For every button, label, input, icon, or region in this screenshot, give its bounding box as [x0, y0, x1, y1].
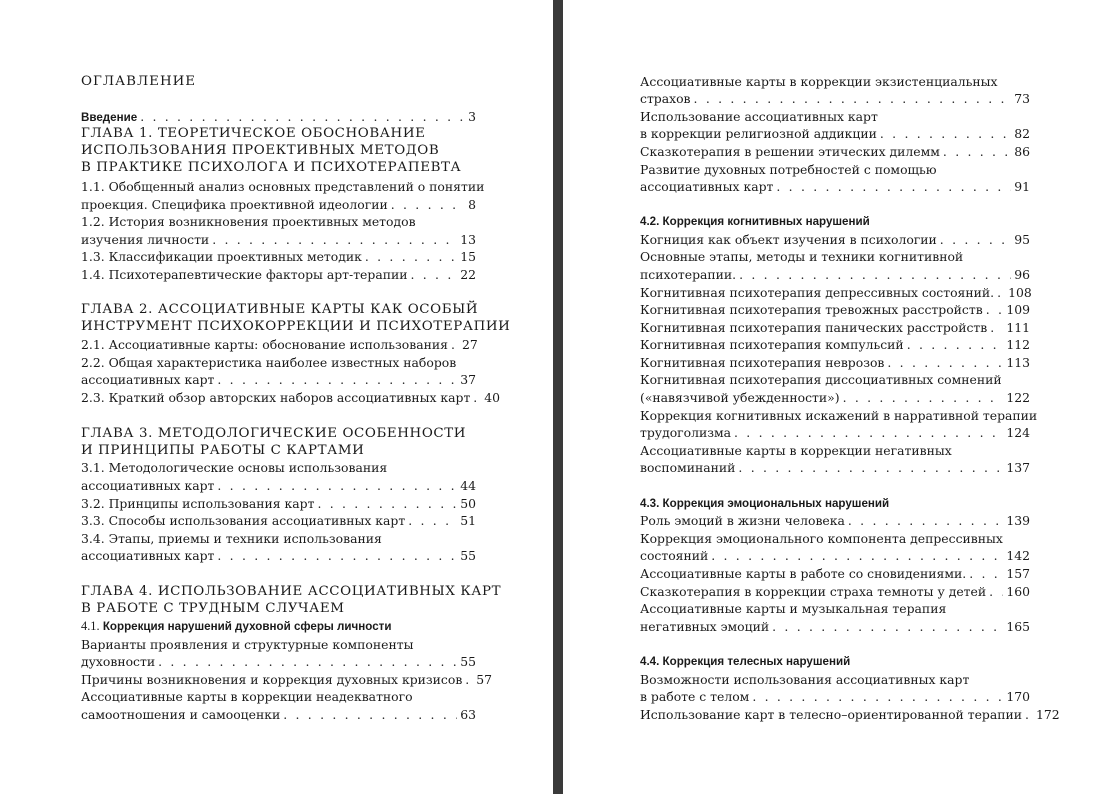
toc-entry[interactable]	[640, 425, 1030, 440]
page-number: 95	[1014, 232, 1030, 247]
toc-entry[interactable]	[640, 707, 1060, 722]
entry-title: Варианты проявления и структурные компоненты	[81, 637, 414, 652]
entry-title: 3.2. Принципы использования карт	[81, 496, 315, 511]
toc-entry[interactable]	[81, 707, 476, 722]
dot-leader	[969, 566, 1003, 581]
entry-title: 1.4. Психотерапевтические факторы арт-терапии	[81, 267, 408, 282]
dot-leader	[907, 337, 1004, 352]
page-number: 44	[460, 478, 476, 493]
toc-entry[interactable]	[640, 232, 1030, 247]
section-4-4-heading: 4.4. Коррекция телесных нарушений	[640, 655, 851, 668]
toc-entry-line	[640, 249, 1030, 264]
entry-title: негативных эмоций	[640, 619, 770, 634]
toc-entry-line	[81, 460, 476, 475]
entry-title: Использование ассоциативных карт	[640, 109, 878, 124]
entry-title: 2.2. Общая характеристика наиболее известных наборов	[81, 355, 457, 370]
entry-title: ассоциативных карт	[81, 548, 215, 563]
dot-leader	[940, 232, 1011, 247]
dot-leader	[772, 619, 1003, 634]
dot-leader	[451, 337, 459, 352]
heading-line: ГЛАВА 1. ТЕОРЕТИЧЕСКОЕ ОБОСНОВАНИЕ	[81, 126, 426, 141]
page-number: 165	[1006, 619, 1030, 634]
heading-line: ГЛАВА 3. МЕТОДОЛОГИЧЕСКИЕ ОСОБЕННОСТИ	[81, 426, 467, 441]
entry-title: Когниция как объект изучения в психологии	[640, 232, 937, 247]
page-number: 57	[476, 672, 493, 687]
toc-entry[interactable]	[640, 513, 1030, 528]
page-number: 82	[1014, 126, 1030, 141]
entry-title: Сказкотерапия в решении этических дилемм	[640, 144, 940, 159]
toc-entry-line	[640, 443, 1030, 458]
page-gutter	[553, 0, 563, 794]
toc-entry[interactable]	[640, 566, 1030, 581]
entry-title: ассоциативных карт	[640, 179, 774, 194]
entry-title: Возможности использования ассоциативных карт	[640, 672, 970, 687]
toc-entry[interactable]	[640, 584, 1030, 599]
entry-title: Ассоциативные карты в коррекции неадекватного	[81, 689, 413, 704]
toc-entry[interactable]	[640, 355, 1030, 370]
entry-title: Когнитивная психотерапия диссоциативных сомнений	[640, 372, 1002, 387]
entry-title: состояний	[640, 548, 709, 563]
entry-title: («навязчивой убежденности»)	[640, 390, 840, 405]
page-number: 170	[1006, 689, 1030, 704]
toc-entry-line	[640, 74, 1030, 89]
dot-leader	[734, 425, 1003, 440]
toc-entry[interactable]	[640, 302, 1030, 317]
entry-title: 1.2. История возникновения проективных методов	[81, 214, 416, 229]
dot-leader	[217, 372, 457, 387]
toc-entry[interactable]	[640, 179, 1030, 194]
dot-leader	[217, 478, 457, 493]
entry-title: духовности	[81, 654, 156, 669]
page-number: 40	[484, 390, 501, 405]
entry-title: Ассоциативные карты и музыкальная терапия	[640, 601, 947, 616]
left-page	[0, 0, 553, 794]
entry-title: Использование карт в телесно–ориентированной терапии	[640, 707, 1023, 722]
toc-entry[interactable]	[81, 267, 476, 282]
page-number: 91	[1014, 179, 1030, 194]
heading-line: В РАБОТЕ С ТРУДНЫМ СЛУЧАЕМ	[81, 601, 345, 616]
toc-entry[interactable]	[81, 672, 493, 687]
page-number: 96	[1014, 267, 1030, 282]
page-number: 22	[460, 267, 476, 282]
entry-title: Основные этапы, методы и техники когнитивной	[640, 249, 964, 264]
dot-leader	[283, 707, 457, 722]
dot-leader	[410, 267, 457, 282]
toc-entry-line	[640, 601, 1030, 616]
section-4-2-heading: 4.2. Коррекция когнитивных нарушений	[640, 215, 870, 228]
dot-leader	[997, 285, 1005, 300]
toc-entry-line	[81, 214, 476, 229]
toc-entry-line	[640, 531, 1030, 546]
entry-title: ассоциативных карт	[81, 372, 215, 387]
entry-title: самоотношения и самооценки	[81, 707, 281, 722]
page-number: 172	[1036, 707, 1060, 722]
entry-title: Когнитивная психотерапия депрессивных состояний.	[640, 285, 995, 300]
entry-title: 1.1. Обобщенный анализ основных представлений о понятии	[81, 179, 485, 194]
page-number: 113	[1006, 355, 1030, 370]
toc-entry-line	[81, 179, 485, 194]
toc-entry[interactable]	[81, 337, 476, 352]
entry-title: Когнитивная психотерапия панических расстройств	[640, 320, 988, 335]
dot-leader	[989, 584, 1003, 599]
page-number: 124	[1006, 425, 1030, 440]
page-number: 86	[1014, 144, 1030, 159]
right-page	[563, 0, 1117, 794]
toc-entry-intro[interactable]	[81, 109, 476, 124]
page-number: 63	[460, 707, 476, 722]
heading-line: И ПРИНЦИПЫ РАБОТЫ С КАРТАМИ	[81, 443, 365, 458]
dot-leader	[217, 548, 457, 563]
dot-leader	[990, 320, 1003, 335]
toc-entry-line	[640, 109, 1030, 124]
toc-title: ОГЛАВЛЕНИЕ	[81, 74, 197, 89]
chapter-2-heading	[81, 301, 511, 335]
dot-leader	[711, 548, 1003, 563]
entry-title: в работе с телом	[640, 689, 750, 704]
heading-line: ГЛАВА 4. ИСПОЛЬЗОВАНИЕ АССОЦИАТИВНЫХ КАРТ	[81, 584, 502, 599]
entry-title: 3.1. Методологические основы использования	[81, 460, 388, 475]
page-number: 109	[1006, 302, 1030, 317]
page-number: 55	[460, 654, 476, 669]
heading-line: ИСПОЛЬЗОВАНИЯ ПРОЕКТИВНЫХ МЕТОДОВ	[81, 143, 440, 158]
toc-entry[interactable]	[640, 320, 1030, 335]
chapter-3-heading	[81, 425, 476, 459]
toc-entry[interactable]	[81, 249, 476, 264]
toc-entry[interactable]	[640, 390, 1030, 405]
dot-leader	[158, 654, 457, 669]
entry-title: 3.3. Способы использования ассоциативных карт	[81, 513, 406, 528]
dot-leader	[943, 144, 1011, 159]
dot-leader	[738, 460, 1003, 475]
dot-leader	[408, 513, 457, 528]
entry-title: Когнитивная психотерапия компульсий	[640, 337, 904, 352]
toc-entry[interactable]	[81, 654, 476, 669]
entry-title: воспоминаний	[640, 460, 736, 475]
heading-line: ГЛАВА 2. АССОЦИАТИВНЫЕ КАРТЫ КАК ОСОБЫЙ	[81, 302, 479, 317]
dot-leader	[752, 689, 1003, 704]
page-number: 142	[1006, 548, 1030, 563]
toc-entry[interactable]	[81, 232, 476, 247]
dot-leader	[140, 109, 465, 124]
toc-entry[interactable]	[640, 689, 1030, 704]
section-4-3-heading: 4.3. Коррекция эмоциональных нарушений	[640, 497, 890, 510]
page-number: 51	[460, 513, 476, 528]
toc-entry-line	[640, 408, 1038, 423]
toc-entry[interactable]	[640, 460, 1030, 475]
toc-entry-line	[81, 531, 476, 546]
toc-entry[interactable]	[81, 548, 476, 563]
entry-title: Когнитивная психотерапия тревожных расстройств	[640, 302, 983, 317]
entry-title: психотерапии.	[640, 267, 737, 282]
toc-entry[interactable]	[81, 496, 476, 511]
chapter-4-heading	[81, 583, 502, 617]
entry-title: Развитие духовных потребностей с помощью	[640, 162, 937, 177]
entry-title: проекция. Специфика проективной идеологии	[81, 197, 388, 212]
dot-leader	[317, 496, 457, 511]
dot-leader	[843, 390, 1004, 405]
page-number: 3	[468, 109, 476, 124]
entry-title: Коррекция когнитивных искажений в нарративной терапии	[640, 408, 1038, 423]
dot-leader	[848, 513, 1003, 528]
toc-entry[interactable]	[640, 267, 1030, 282]
entry-title: Причины возникновения и коррекция духовных кризисов	[81, 672, 463, 687]
entry-title: страхов	[640, 91, 691, 106]
toc-entry-line	[81, 355, 476, 370]
page-number: 13	[460, 232, 476, 247]
toc-entry-line	[81, 637, 476, 652]
toc-entry-line	[81, 689, 476, 704]
dot-leader	[212, 232, 457, 247]
page-number: 160	[1006, 584, 1030, 599]
heading-line: В ПРАКТИКЕ ПСИХОЛОГА И ПСИХОТЕРАПЕВТА	[81, 160, 462, 175]
entry-title: 2.3. Краткий обзор авторских наборов ассоциативных карт	[81, 390, 471, 405]
toc-entry[interactable]	[640, 619, 1030, 634]
entry-title: 2.1. Ассоциативные карты: обоснование использования	[81, 337, 448, 352]
toc-entry[interactable]	[640, 144, 1030, 159]
entry-title: трудоголизма	[640, 425, 732, 440]
toc-entry[interactable]	[81, 372, 476, 387]
entry-title: Сказкотерапия в коррекции страха темноты у детей	[640, 584, 987, 599]
toc-entry[interactable]	[640, 285, 1030, 300]
page-number: 27	[461, 337, 478, 352]
page-number: 55	[460, 548, 476, 563]
entry-title: Ассоциативные карты в работе со сновидениями.	[640, 566, 967, 581]
page-number: 112	[1006, 337, 1030, 352]
page-number: 157	[1006, 566, 1030, 581]
entry-title: Коррекция эмоционального компонента депрессивных	[640, 531, 1003, 546]
chapter-1-heading	[81, 125, 476, 176]
page-number: 111	[1006, 320, 1030, 335]
dot-leader	[694, 91, 1012, 106]
page-number: 108	[1008, 285, 1032, 300]
page-number: 122	[1006, 390, 1030, 405]
entry-title: Когнитивная психотерапия неврозов	[640, 355, 885, 370]
heading-line: ИНСТРУМЕНТ ПСИХОКОРРЕКЦИИ И ПСИХОТЕРАПИИ	[81, 319, 511, 334]
entry-title: Ассоциативные карты в коррекции негативных	[640, 443, 952, 458]
page-number: 137	[1006, 460, 1030, 475]
dot-leader	[473, 390, 481, 405]
dot-leader	[986, 302, 1004, 317]
entry-title: 3.4. Этапы, приемы и техники использования	[81, 531, 382, 546]
dot-leader	[880, 126, 1011, 141]
page-number: 37	[460, 372, 476, 387]
entry-title: 1.3. Классификации проективных методик	[81, 249, 362, 264]
dot-leader	[1025, 707, 1033, 722]
dot-leader	[739, 267, 1011, 282]
toc-entry[interactable]	[81, 513, 476, 528]
section-4-1-heading: 4.1. Коррекция нарушений духовной сферы личности	[81, 619, 392, 633]
entry-title: Ассоциативные карты в коррекции экзистенциальных	[640, 74, 998, 89]
page-number: 15	[460, 249, 476, 264]
toc-entry[interactable]	[640, 126, 1030, 141]
dot-leader	[776, 179, 1011, 194]
toc-entry-line	[640, 672, 1030, 687]
page-number: 139	[1006, 513, 1030, 528]
toc-entry[interactable]	[81, 197, 476, 212]
toc-entry-line	[640, 162, 1030, 177]
page-number: 73	[1014, 91, 1030, 106]
page-number: 8	[468, 197, 476, 212]
toc-entry[interactable]	[640, 91, 1030, 106]
toc-entry[interactable]	[640, 337, 1030, 352]
entry-title: Роль эмоций в жизни человека	[640, 513, 845, 528]
dot-leader	[391, 197, 465, 212]
entry-title: в коррекции религиозной аддикции	[640, 126, 877, 141]
dot-leader	[365, 249, 457, 264]
toc-entry-line	[640, 372, 1030, 387]
entry-title: ассоциативных карт	[81, 478, 215, 493]
toc-entry[interactable]	[81, 478, 476, 493]
entry-title: изучения личности	[81, 232, 210, 247]
toc-entry[interactable]	[81, 390, 501, 405]
dot-leader	[887, 355, 1003, 370]
entry-title: Введение	[81, 111, 138, 124]
dot-leader	[465, 672, 473, 687]
toc-entry[interactable]	[640, 548, 1030, 563]
page-number: 50	[460, 496, 476, 511]
